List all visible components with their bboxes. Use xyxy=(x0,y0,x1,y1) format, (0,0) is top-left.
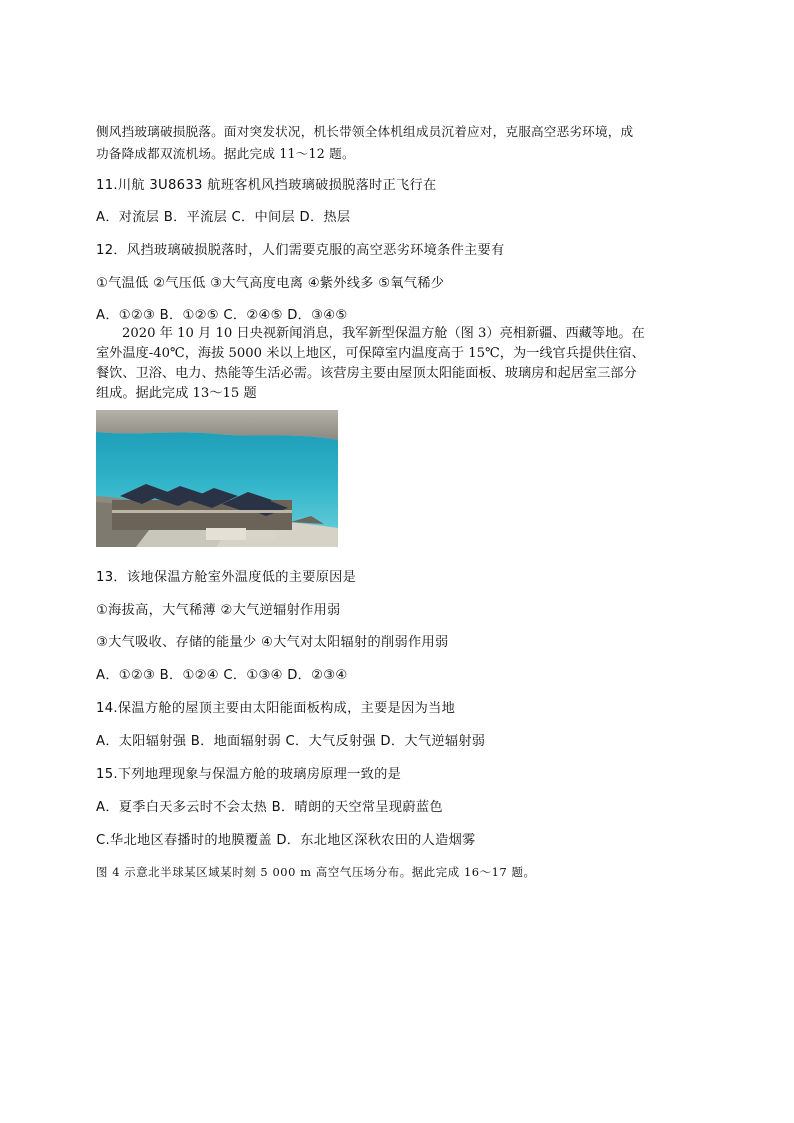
q14-stem: 14.保温方舱的屋顶主要由太阳能面板构成，主要是因为当地 xyxy=(96,701,456,716)
q13-options: A．①②③ B．①②④ C．①③④ D．②③④ xyxy=(96,668,348,683)
shelter-photo xyxy=(96,410,338,547)
q11-options: A．对流层 B．平流层 C．中间层 D．热层 xyxy=(96,210,351,225)
q12-stem: 12．风挡玻璃破损脱落时，人们需要克服的高空恶劣环境条件主要有 xyxy=(96,243,505,258)
passage-line-1: 2020 年 10 月 10 日央视新闻消息，我军新型保温方舱（图 3）亮相新疆、西藏等地。在 xyxy=(122,326,645,341)
passage-line-2: 室外温度-40℃，海拔 5000 米以上地区，可保障室内温度高于 15℃，为一线官兵提供住宿、 xyxy=(96,346,645,361)
passage-line-3: 餐饮、卫浴、电力、热能等生活必需。该营房主要由屋顶太阳能面板、玻璃房和起居室三部分 xyxy=(96,366,637,381)
intro-line-2: 功备降成都双流机场。据此完成 11～12 题。 xyxy=(96,146,355,161)
q13-stem: 13．该地保温方舱室外温度低的主要原因是 xyxy=(96,570,357,585)
q12-options: A．①②③ B．①②⑤ C．②④⑤ D．③④⑤ xyxy=(96,308,348,323)
q15-options-2: C.华北地区春播时的地膜覆盖 D．东北地区深秋农田的人造烟雾 xyxy=(96,833,476,848)
q13-items-1: ①海拔高，大气稀薄 ②大气逆辐射作用弱 xyxy=(96,603,341,618)
q14-options: A．太阳辐射强 B．地面辐射弱 C．大气反射强 D．大气逆辐射弱 xyxy=(96,734,486,749)
q13-items-2: ③大气吸收、存储的能量少 ④大气对太阳辐射的削弱作用弱 xyxy=(96,635,449,650)
intro-line-1: 侧风挡玻璃破损脱落。面对突发状况，机长带领全体机组成员沉着应对，克服高空恶劣环境，成 xyxy=(96,124,634,139)
shelter-photo-illustration xyxy=(96,410,338,547)
q15-options-1: A．夏季白天多云时不会太热 B．晴朗的天空常呈现蔚蓝色 xyxy=(96,800,443,815)
q12-items: ①气温低 ②气压低 ③大气高度电离 ④紫外线多 ⑤氧气稀少 xyxy=(96,276,445,291)
q11-stem: 11.川航 3U8633 航班客机风挡玻璃破损脱落时正飞行在 xyxy=(96,178,437,193)
figure-4-caption: 图 4 示意北半球某区域某时刻 5 000 m 高空气压场分布。据此完成 16～17 题。 xyxy=(96,865,536,879)
passage-line-4: 组成。据此完成 13～15 题 xyxy=(96,386,257,401)
q15-stem: 15.下列地理现象与保温方舱的玻璃房原理一致的是 xyxy=(96,767,402,782)
